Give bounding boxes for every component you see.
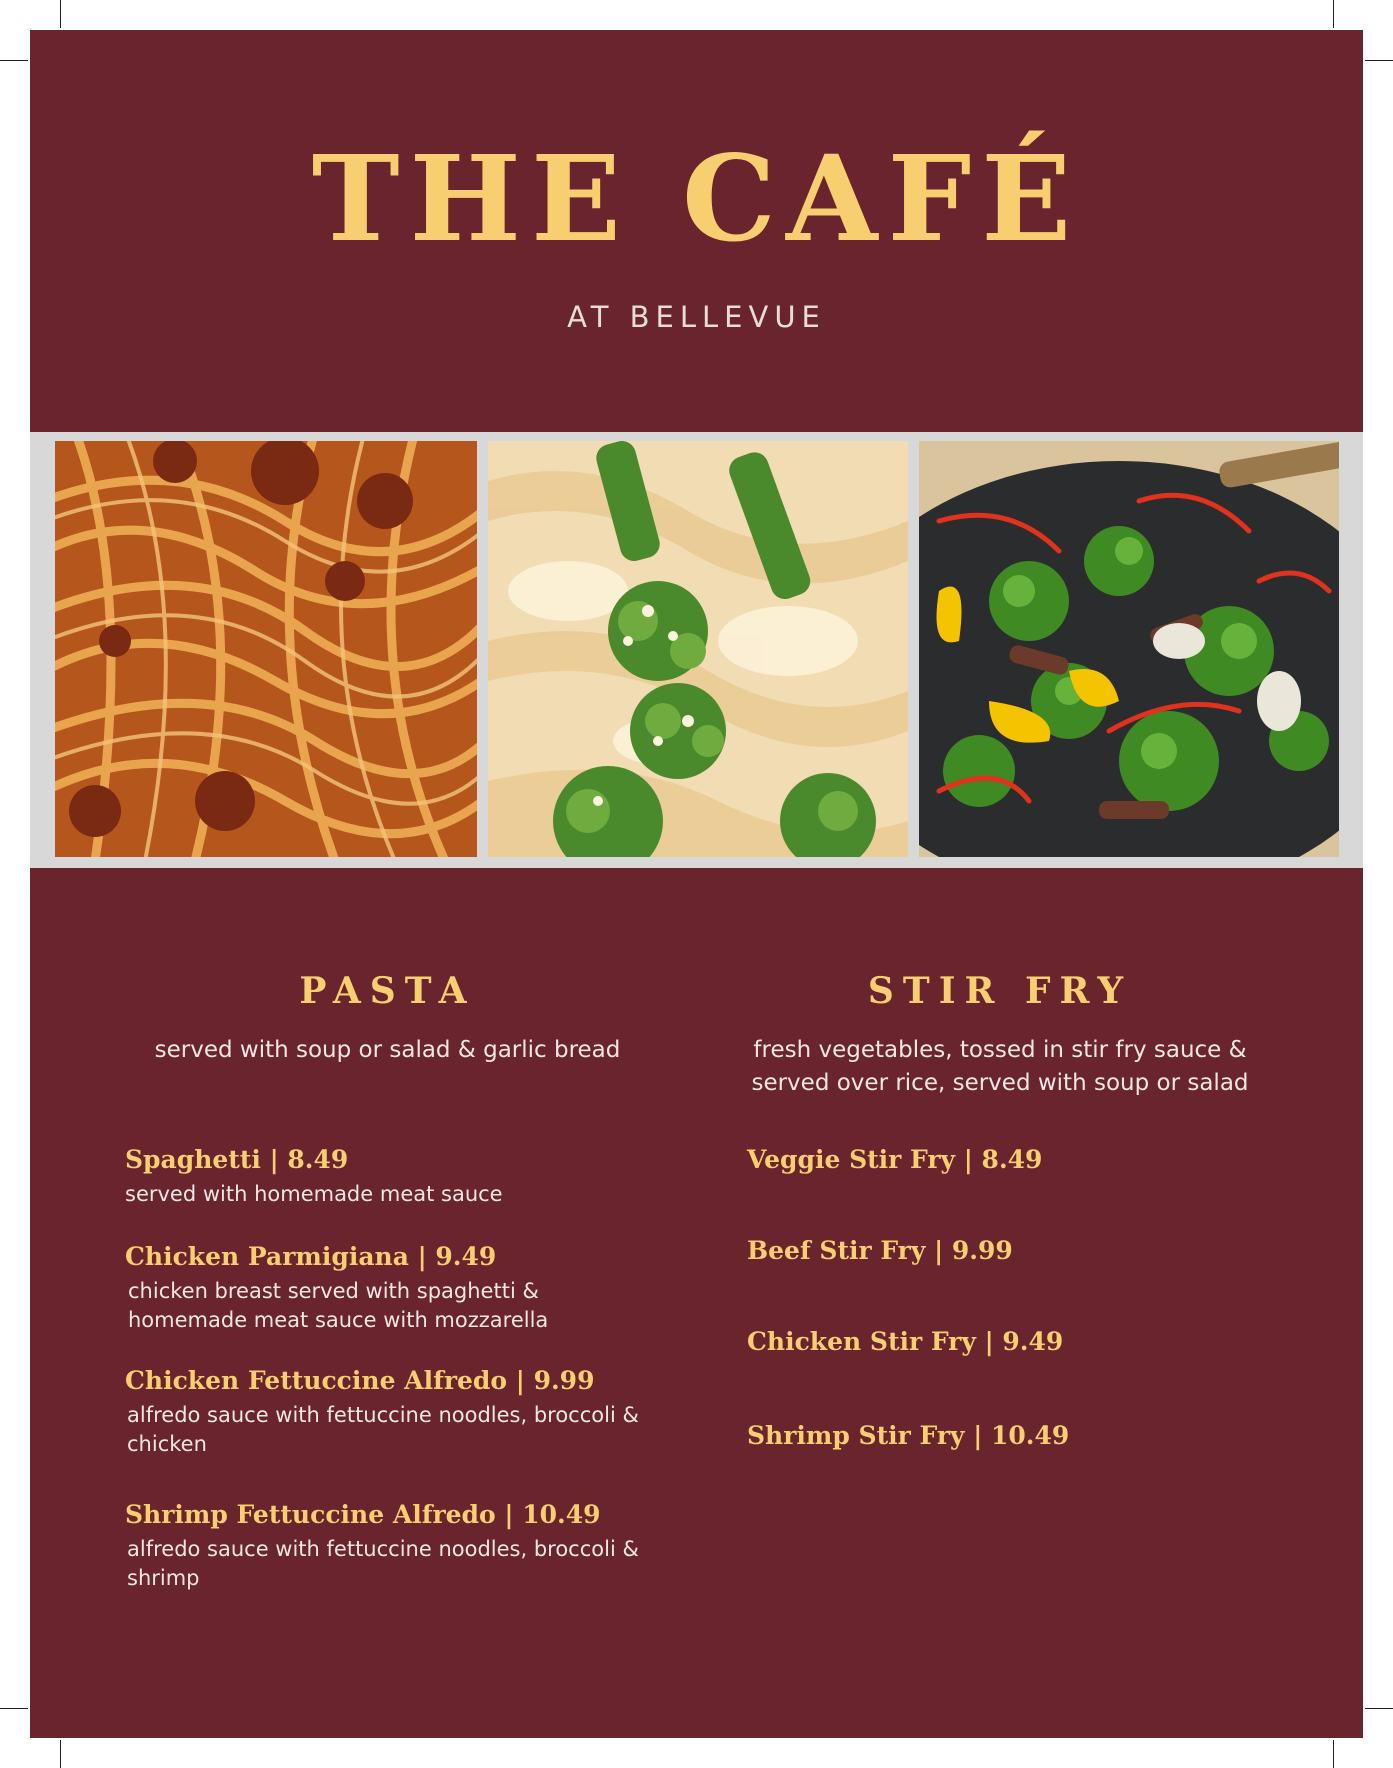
cafe-title: THE CAFÉ — [311, 129, 1082, 268]
menu-item-name: Chicken Fettuccine Alfredo | 9.99 — [125, 1366, 595, 1395]
fettuccine-alfredo-broccoli-photo — [488, 441, 908, 857]
photo-band — [30, 432, 1363, 868]
crop-mark — [60, 1740, 61, 1768]
menu-item-name: Shrimp Stir Fry | 10.49 — [747, 1421, 1070, 1450]
crop-mark — [60, 0, 61, 28]
stirfry-heading: STIR FRY — [867, 970, 1133, 1012]
menu-item — [125, 1242, 625, 1335]
crop-mark — [1365, 60, 1393, 61]
spaghetti-meat-sauce-photo — [55, 441, 477, 857]
menu-item — [747, 1421, 1069, 1450]
crop-mark — [0, 1708, 28, 1709]
menu-item — [125, 1145, 685, 1209]
crop-mark — [1333, 1740, 1334, 1768]
menu-item — [125, 1500, 685, 1593]
pasta-section — [110, 970, 665, 1067]
menu-item-desc: chicken breast served with spaghetti & homemade meat sauce with mozzarella — [128, 1279, 549, 1332]
menu-page — [30, 30, 1363, 1738]
crop-mark — [0, 60, 28, 61]
menu-item-name: Beef Stir Fry | 9.99 — [747, 1236, 1013, 1265]
stirfry-section — [730, 970, 1270, 1100]
menu-item-desc: alfredo sauce with fettuccine noodles, broccoli & shrimp — [127, 1537, 639, 1590]
pasta-heading: PASTA — [299, 970, 476, 1012]
menu-item-desc: alfredo sauce with fettuccine noodles, broccoli & chicken — [127, 1403, 639, 1456]
menu-item — [125, 1366, 685, 1459]
pasta-subheading: served with soup or salad & garlic bread — [154, 1037, 621, 1063]
cafe-subtitle: AT BELLEVUE — [567, 300, 826, 334]
stirfry-subheading: fresh vegetables, tossed in stir fry sauce & served over rice, served with soup or salad — [751, 1037, 1249, 1096]
menu-item-name: Chicken Parmigiana | 9.49 — [125, 1242, 497, 1271]
menu-item — [747, 1145, 1042, 1174]
menu-item-name: Spaghetti | 8.49 — [125, 1145, 349, 1174]
menu-item-name: Chicken Stir Fry | 9.49 — [747, 1327, 1064, 1356]
crop-mark — [1333, 0, 1334, 28]
stir-fry-wok-photo — [919, 441, 1339, 857]
menu-item — [747, 1327, 1063, 1356]
menu-item-name: Shrimp Fettuccine Alfredo | 10.49 — [125, 1500, 601, 1529]
menu-item-name: Veggie Stir Fry | 8.49 — [747, 1145, 1043, 1174]
menu-item — [747, 1236, 1013, 1265]
crop-mark — [1365, 1708, 1393, 1709]
menu-item-desc: served with homemade meat sauce — [125, 1182, 503, 1206]
